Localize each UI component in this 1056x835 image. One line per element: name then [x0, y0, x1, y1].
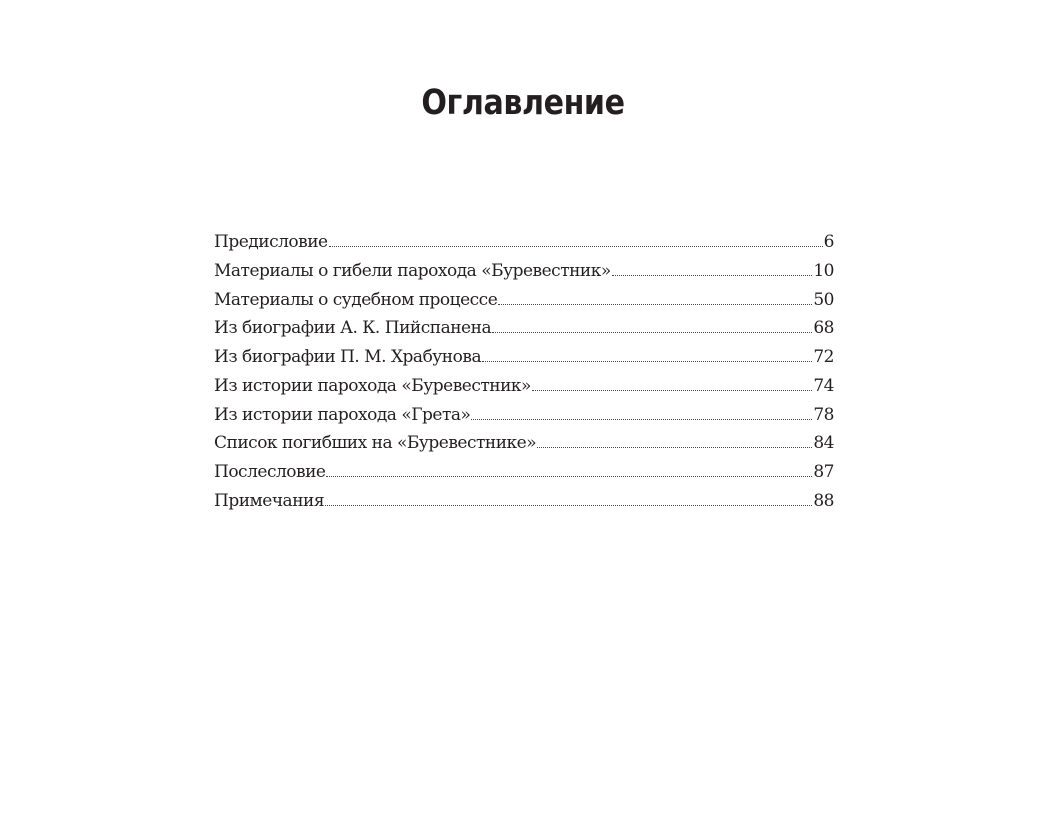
toc-entry	[214, 257, 834, 286]
dot-leader	[482, 361, 812, 362]
toc-entry-title: Из биографии А. К. Пийспанена	[214, 318, 492, 339]
toc-entry-page-number: 72	[813, 347, 834, 367]
toc-entry	[214, 487, 834, 516]
toc-entry	[214, 314, 834, 343]
toc-entry-page-number: 6	[823, 232, 834, 252]
toc-entry-title: Материалы о судебном процессе	[214, 289, 498, 310]
toc-entry-title: Из биографии П. М. Храбунова	[214, 347, 482, 367]
toc-entry	[214, 458, 834, 487]
toc-entry	[214, 286, 834, 315]
toc-entry-title: Из истории парохода «Буревестник»	[214, 375, 531, 396]
toc-entry-page-number: 10	[813, 260, 834, 281]
dot-leader	[325, 505, 812, 506]
toc-entry-page-number: 50	[813, 289, 834, 310]
toc-entry-title: Из истории парохода «Грета»	[214, 404, 471, 425]
dot-leader	[498, 304, 812, 305]
toc-entry	[214, 228, 834, 257]
page-title: Оглавление	[421, 83, 625, 123]
toc-entry	[214, 343, 834, 372]
toc-entry-title: Послесловие	[214, 462, 326, 482]
toc-entry	[214, 372, 834, 401]
toc-entry-title: Материалы о гибели парохода «Буревестник»	[214, 260, 611, 281]
toc-entry-page-number: 84	[813, 433, 834, 454]
toc-entry-page-number: 87	[813, 462, 834, 482]
dot-leader	[326, 476, 812, 477]
dot-leader	[492, 332, 812, 333]
toc-entry-title: Список погибших на «Буревестнике»	[214, 433, 537, 454]
toc-entry	[214, 429, 834, 458]
toc-entry-page-number: 68	[813, 318, 834, 339]
dot-leader	[537, 447, 812, 448]
toc-entry-page-number: 74	[813, 375, 834, 396]
toc-entry-page-number: 78	[813, 404, 834, 425]
dot-leader	[471, 419, 812, 420]
toc-entry	[214, 401, 834, 430]
toc-entry-title: Предисловие	[214, 232, 328, 252]
table-of-contents	[214, 228, 834, 516]
dot-leader	[329, 246, 823, 247]
toc-entry-title: Примечания	[214, 490, 325, 511]
dot-leader	[612, 275, 813, 276]
toc-entry-page-number: 88	[813, 490, 834, 511]
dot-leader	[532, 390, 812, 391]
